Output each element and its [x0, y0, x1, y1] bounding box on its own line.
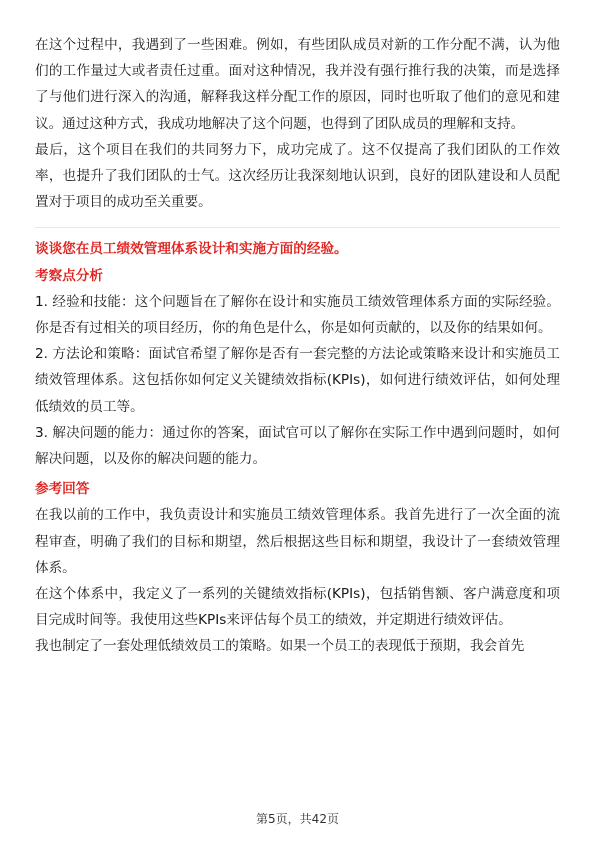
- document-page: [35, 32, 560, 660]
- answer-paragraph: 在我以前的工作中，我负责设计和实施员工绩效管理体系。我首先进行了一次全面的流程审查，明确了我们的目标和期望，然后根据这些目标和期望，我设计了一套绩效管理体系。: [35, 507, 560, 576]
- answer-paragraph: 在这个体系中，我定义了一系列的关键绩效指标(KPIs)，包括销售额、客户满意度和项目完成时间等。我使用这些KPIs来评估每个员工的绩效，并定期进行绩效评估。: [35, 586, 560, 629]
- intro-paragraph: 最后，这个项目在我们的共同努力下，成功完成了。这不仅提高了我们团队的工作效率，也提升了我们团队的士气。这次经历让我深刻地认识到，良好的团队建设和人员配置对于项目的成功至关重要。: [35, 141, 560, 211]
- page-number: 第5页，共42页: [256, 812, 339, 826]
- analysis-heading: 考察点分析: [35, 267, 103, 284]
- analysis-item: 1. 经验和技能：这个问题旨在了解你在设计和实施员工绩效管理体系方面的实际经验。你是否有过相关的项目经历，你的角色是什么，你是如何贡献的，以及你的结果如何。: [35, 293, 560, 337]
- section-divider: [35, 227, 560, 228]
- interview-question: 谈谈您在员工绩效管理体系设计和实施方面的经验。: [35, 241, 348, 258]
- answer-paragraph: 我也制定了一套处理低绩效员工的策略。如果一个员工的表现低于预期，我会首先: [35, 638, 525, 655]
- answer-heading: 参考回答: [35, 481, 90, 498]
- analysis-item: 2. 方法论和策略：面试官希望了解你是否有一套完整的方法论或策略来设计和实施员工绩效管理体系。这包括你如何定义关键绩效指标(KPIs)，如何进行绩效评估，如何处理低绩效的员工等。: [35, 346, 560, 415]
- intro-paragraph: 在这个过程中，我遇到了一些困难。例如，有些团队成员对新的工作分配不满，认为他们的工作量过大或者责任过重。面对这种情况，我并没有强行推行我的决策，而是选择了与他们进行深入的沟通，解释我这样分配工作的原因，同时也听取了他们的意见和建议。通过这种方式，我成功地解决了这个问题，也得到了团队成员的理解和支持。: [35, 37, 560, 132]
- analysis-item: 3. 解决问题的能力：通过你的答案，面试官可以了解你在实际工作中遇到问题时，如何解决问题，以及你的解决问题的能力。: [35, 424, 560, 468]
